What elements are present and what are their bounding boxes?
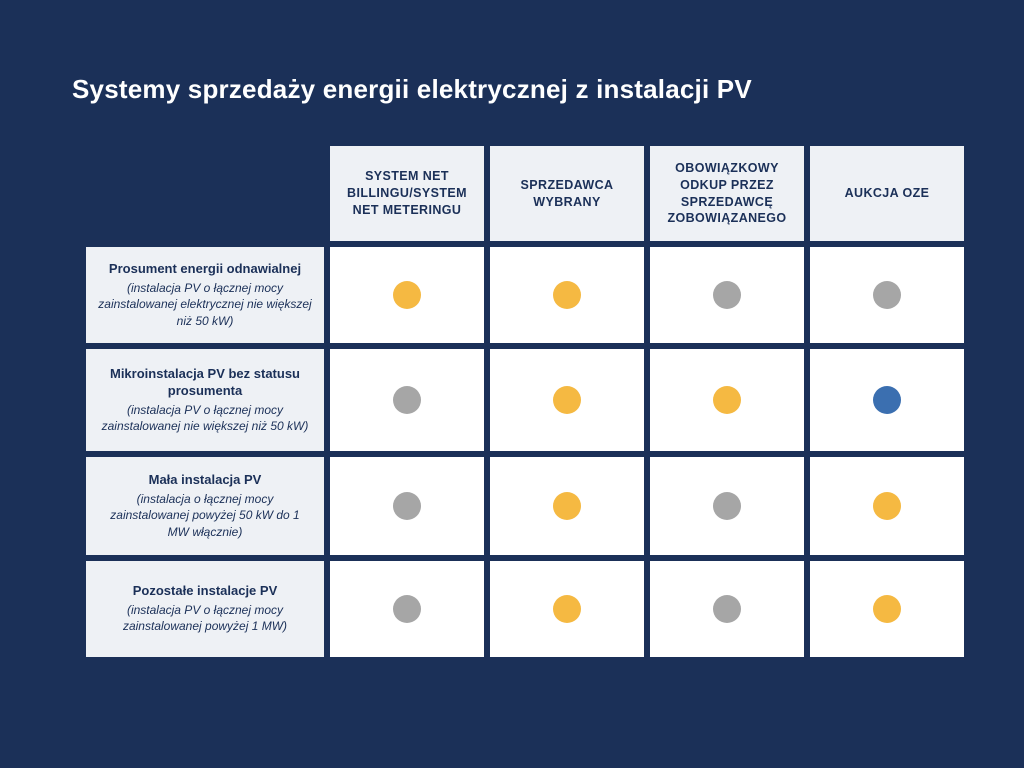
table-cell (810, 561, 964, 657)
status-dot (553, 492, 581, 520)
table-cell (330, 247, 484, 343)
row-header-subtitle: (instalacja PV o łącznej mocy zainstalowanej elektrycznej nie większej niż 50 kW) (98, 281, 312, 328)
table-cell (810, 247, 964, 343)
row-header-title: Mała instalacja PV (148, 472, 262, 488)
status-dot (393, 492, 421, 520)
row-header-subtitle: (instalacja o łącznej mocy zainstalowanej powyżej 50 kW do 1 MW włącznie) (110, 492, 300, 539)
status-dot (713, 281, 741, 309)
table-cell (650, 561, 804, 657)
status-dot (713, 595, 741, 623)
status-dot (873, 492, 901, 520)
table-cell (650, 457, 804, 555)
column-header-obowiazkowy-odkup: OBOWIĄZKOWY ODKUP PRZEZ SPRZEDAWCĘ ZOBOWIĄZANEGO (650, 146, 804, 241)
table-cell (810, 457, 964, 555)
table-cell (490, 349, 644, 451)
row-header-prosument (86, 247, 324, 343)
row-header-subtitle: (instalacja PV o łącznej mocy zainstalowanej powyżej 1 MW) (122, 603, 288, 634)
table-cell (490, 561, 644, 657)
status-dot (713, 386, 741, 414)
status-dot (553, 595, 581, 623)
column-header-sprzedawca-wybrany: SPRZEDAWCA WYBRANY (490, 146, 644, 241)
row-header-title: Prosument energii odnawialnej (108, 261, 302, 277)
status-dot (873, 595, 901, 623)
status-dot (713, 492, 741, 520)
row-header-pozostale (86, 561, 324, 657)
comparison-matrix (86, 146, 952, 657)
status-dot (553, 386, 581, 414)
status-dot (393, 281, 421, 309)
status-dot (553, 281, 581, 309)
status-dot (873, 386, 901, 414)
table-cell (650, 247, 804, 343)
page-title: Systemy sprzedaży energii elektrycznej z instalacji PV (72, 74, 752, 104)
row-header-title: Mikroinstalacja PV bez statusu prosumenta (109, 365, 300, 398)
row-header-subtitle: (instalacja PV o łącznej mocy zainstalowanej nie większej niż 50 kW) (101, 402, 309, 433)
status-dot (873, 281, 901, 309)
table-cell (490, 247, 644, 343)
row-header-mala-instalacja (86, 457, 324, 555)
status-dot (393, 595, 421, 623)
column-header-net-billing: SYSTEM NET BILLINGU/SYSTEM NET METERINGU (330, 146, 484, 241)
table-cell (490, 457, 644, 555)
row-header-title: Pozostałe instalacje PV (132, 583, 278, 599)
table-cell (330, 457, 484, 555)
row-header-mikroinstalacja (86, 349, 324, 451)
table-cell (330, 349, 484, 451)
status-dot (393, 386, 421, 414)
matrix-corner (86, 146, 324, 241)
column-header-aukcja-oze: AUKCJA OZE (810, 146, 964, 241)
table-cell (650, 349, 804, 451)
table-cell (810, 349, 964, 451)
table-cell (330, 561, 484, 657)
